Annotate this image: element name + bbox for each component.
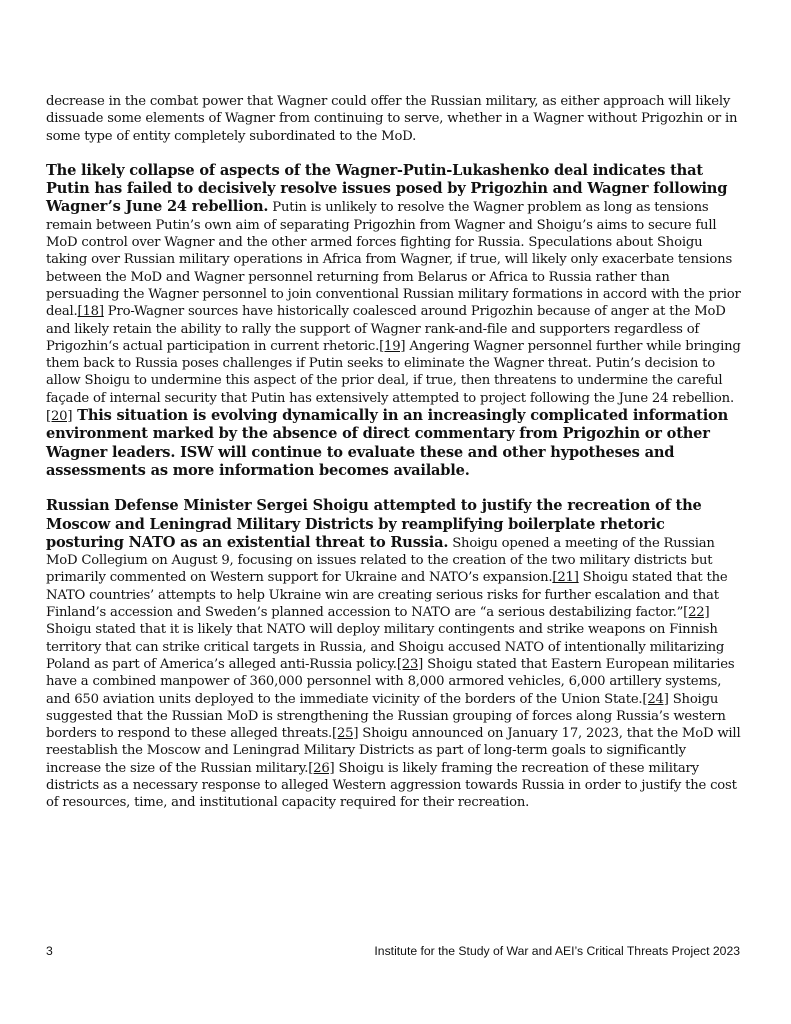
citation-link-24[interactable]: [24] [642,691,669,707]
citation-link-21[interactable]: [21] [552,570,579,586]
paragraph-text: Shoigu stated that the NATO countries’ attempts to help Ukraine win are creating serious risks for further escalation and that Finland’s accession and Sweden’s planned accession to NATO are “a serious destabilizing factor.” [46,570,728,621]
paragraph-bold-conclusion: This situation is evolving dynamically in an increasingly complicated information environment marked by the absence of direct commentary from Prigozhin or other Wagner leaders. ISW will continue to evaluate these and other hypotheses and assessments as more information becomes available. [46,407,728,479]
paragraph-wagner-combat-power [46,93,744,145]
document-body [46,93,744,829]
citation-link-18[interactable]: [18] [77,304,104,320]
citation-link-20[interactable]: [20] [46,409,73,425]
paragraph-text: Shoigu opened a meeting of the Russian MoD Collegium on August 9, focusing on issues related to the creation of the two military districts but primarily commented on Western support for Ukraine and NATO’s expansion. [46,535,715,586]
paragraph-text: Pro-Wagner sources have historically coalesced around Prigozhin because of anger at the MoD and likely retain the ability to rally the support of Wagner rank-and-file and supporters regardless of Prigozhin‘s actual participation in current rhetoric. [46,304,726,354]
paragraph-text: Shoigu suggested that the Russian MoD is strengthening the Russian grouping of forces along Russia’s western borders to respond to these alleged threats. [46,691,726,742]
paragraph-deal-collapse [46,162,744,480]
citation-link-25[interactable]: [25] [332,726,359,742]
paragraph-text: decrease in the combat power that Wagner could offer the Russian military, as either approach will likely dissuade some elements of Wagner from continuing to serve, whether in a Wagner without Prigozhin or in some type of entity completely subordinated to the MoD. [46,94,738,144]
page-number: 3 [46,944,53,958]
paragraph-text: Angering Wagner personnel further while bringing them back to Russia poses challenges if Putin seeks to eliminate the Wagner threat. Putin’s decision to allow Shoigu to undermine this aspect of the prior deal, if true, then threatens to undermine the careful façade of internal security that Putin has extensively attempted to project following the June 24 rebellion. [46,338,741,406]
paragraph-text: Shoigu is likely framing the recreation of these military districts as a necessary response to alleged Western aggression towards Russia in order to justify the cost of resources, time, and institutional capacity required for their recreation. [46,760,737,811]
paragraph-text: Shoigu stated that Eastern European militaries have a combined manpower of 360,000 personnel with 8,000 armored vehicles, 6,000 artillery systems, and 650 aviation units deployed to the immediate vicinity of the borders of the Union State. [46,656,735,707]
paragraph-shoigu-military-districts [46,497,744,811]
paragraph-lead: Russian Defense Minister Sergei Shoigu attempted to justify the recreation of the Moscow and Leningrad Military Districts by reamplifying boilerplate rhetoric posturing NATO as an existential threat to Russia. [46,497,702,551]
citation-link-23[interactable]: [23] [396,656,424,672]
footer-title: Institute for the Study of War and AEI’s Critical Threats Project 2023 [374,944,740,958]
paragraph-text: Putin is unlikely to resolve the Wagner problem as long as tensions remain between Putin’s own aim of separating Prigozhin from Wagner and Shoigu’s aims to secure full MoD control over Wagner and the other armed forces fighting for Russia. Speculations about Shoigu taking over Russian military operations in Africa from Wagner, if true, will likely only exacerbate tensions between the MoD and Wagner personnel returning from Belarus or Africa to Russia rather than persuading the Wagner personnel to join conventional Russian military formations in accord with the prior deal. [46,200,741,320]
paragraph-text: Shoigu stated that it is likely that NATO will deploy military contingents and strike weapons on Finnish territory that can strike critical targets in Russia, and Shoigu accused NATO of intentionally militarizing Poland as part of America’s alleged anti-Russia policy. [46,622,725,672]
citation-link-19[interactable]: [19] [379,338,406,354]
paragraph-text: Shoigu announced on January 17, 2023, that the MoD will reestablish the Moscow and Leningrad Military Districts as part of long-term goals to significantly increase the size of the Russian military. [46,726,741,776]
citation-link-22[interactable]: [22] [683,605,710,621]
paragraph-lead: The likely collapse of aspects of the Wagner-Putin-Lukashenko deal indicates that Putin has failed to decisively resolve issues posed by Prigozhin and Wagner following Wagner’s June 24 rebellion. [46,161,728,216]
citation-link-26[interactable]: [26] [308,760,335,776]
